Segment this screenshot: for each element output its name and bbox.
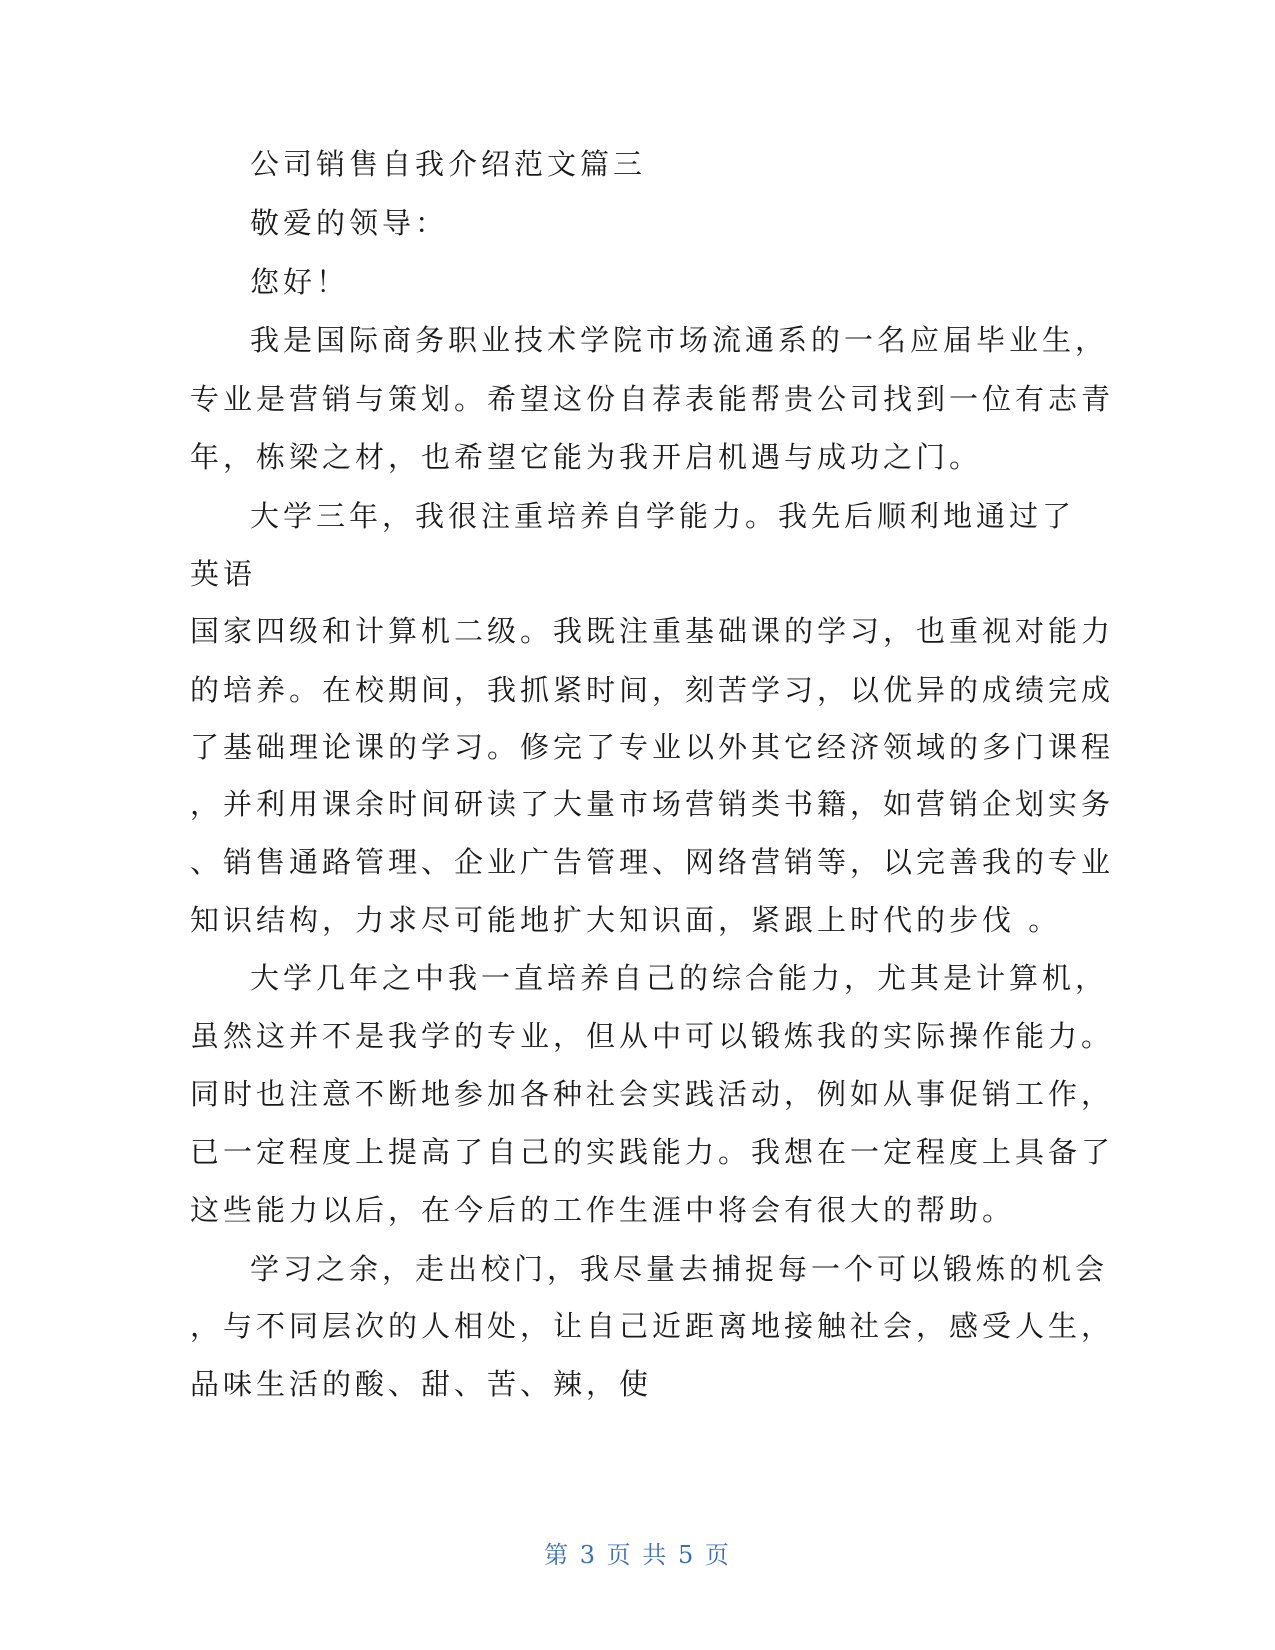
body-line: 学习之余，走出校门，我尽量去捕捉每一个可以锻炼的机会	[250, 1252, 1109, 1286]
body-line: 这些能力以后，在今后的工作生涯中将会有很大的帮助。	[190, 1193, 1016, 1227]
body-line: 大学几年之中我一直培养自己的综合能力，尤其是计算机，	[250, 961, 1109, 995]
document-title: 公司销售自我介绍范文篇三	[250, 147, 647, 181]
body-line: 虽然这并不是我学的专业，但从中可以锻炼我的实际操作能力。	[190, 1019, 1115, 1053]
page-number: 第 3 页 共 5 页	[544, 1541, 731, 1569]
salutation: 敬爱的领导：	[250, 206, 449, 240]
body-line: 国家四级和计算机二级。我既注重基础课的学习，也重视对能力	[190, 614, 1115, 648]
body-line: 大学三年，我很注重培养自学能力。我先后顺利地通过了	[250, 499, 1076, 533]
body-line: 品味生活的酸、甜、苦、辣，使	[190, 1367, 653, 1401]
body-line: 我是国际商务职业技术学院市场流通系的一名应届毕业生，	[250, 323, 1109, 357]
body-line: 、销售通路管理、企业广告管理、网络营销等，以完善我的专业	[190, 845, 1115, 879]
body-line: 的培养。在校期间，我抓紧时间，刻苦学习，以优异的成绩完成	[190, 673, 1115, 707]
greeting: 您好！	[250, 265, 350, 299]
body-line: 年，栋梁之材，也希望它能为我开启机遇与成功之门。	[190, 440, 983, 474]
body-line: 同时也注意不断地参加各种社会实践活动，例如从事促销工作，	[190, 1077, 1115, 1111]
body-line: ，与不同层次的人相处，让自己近距离地接触社会，感受人生，	[190, 1309, 1115, 1343]
body-line: 知识结构，力求尽可能地扩大知识面，紧跟上时代的步伐 。	[190, 903, 1062, 937]
body-line: 了基础理论课的学习。修完了专业以外其它经济领域的多门课程	[190, 730, 1115, 764]
body-line: 已一定程度上提高了自己的实践能力。我想在一定程度上具备了	[190, 1135, 1115, 1169]
body-line: 专业是营销与策划。希望这份自荐表能帮贵公司找到一位有志青	[190, 382, 1115, 416]
body-line: ，并利用课余时间研读了大量市场营销类书籍，如营销企划实务	[190, 787, 1115, 821]
body-line: 英语	[190, 557, 257, 591]
